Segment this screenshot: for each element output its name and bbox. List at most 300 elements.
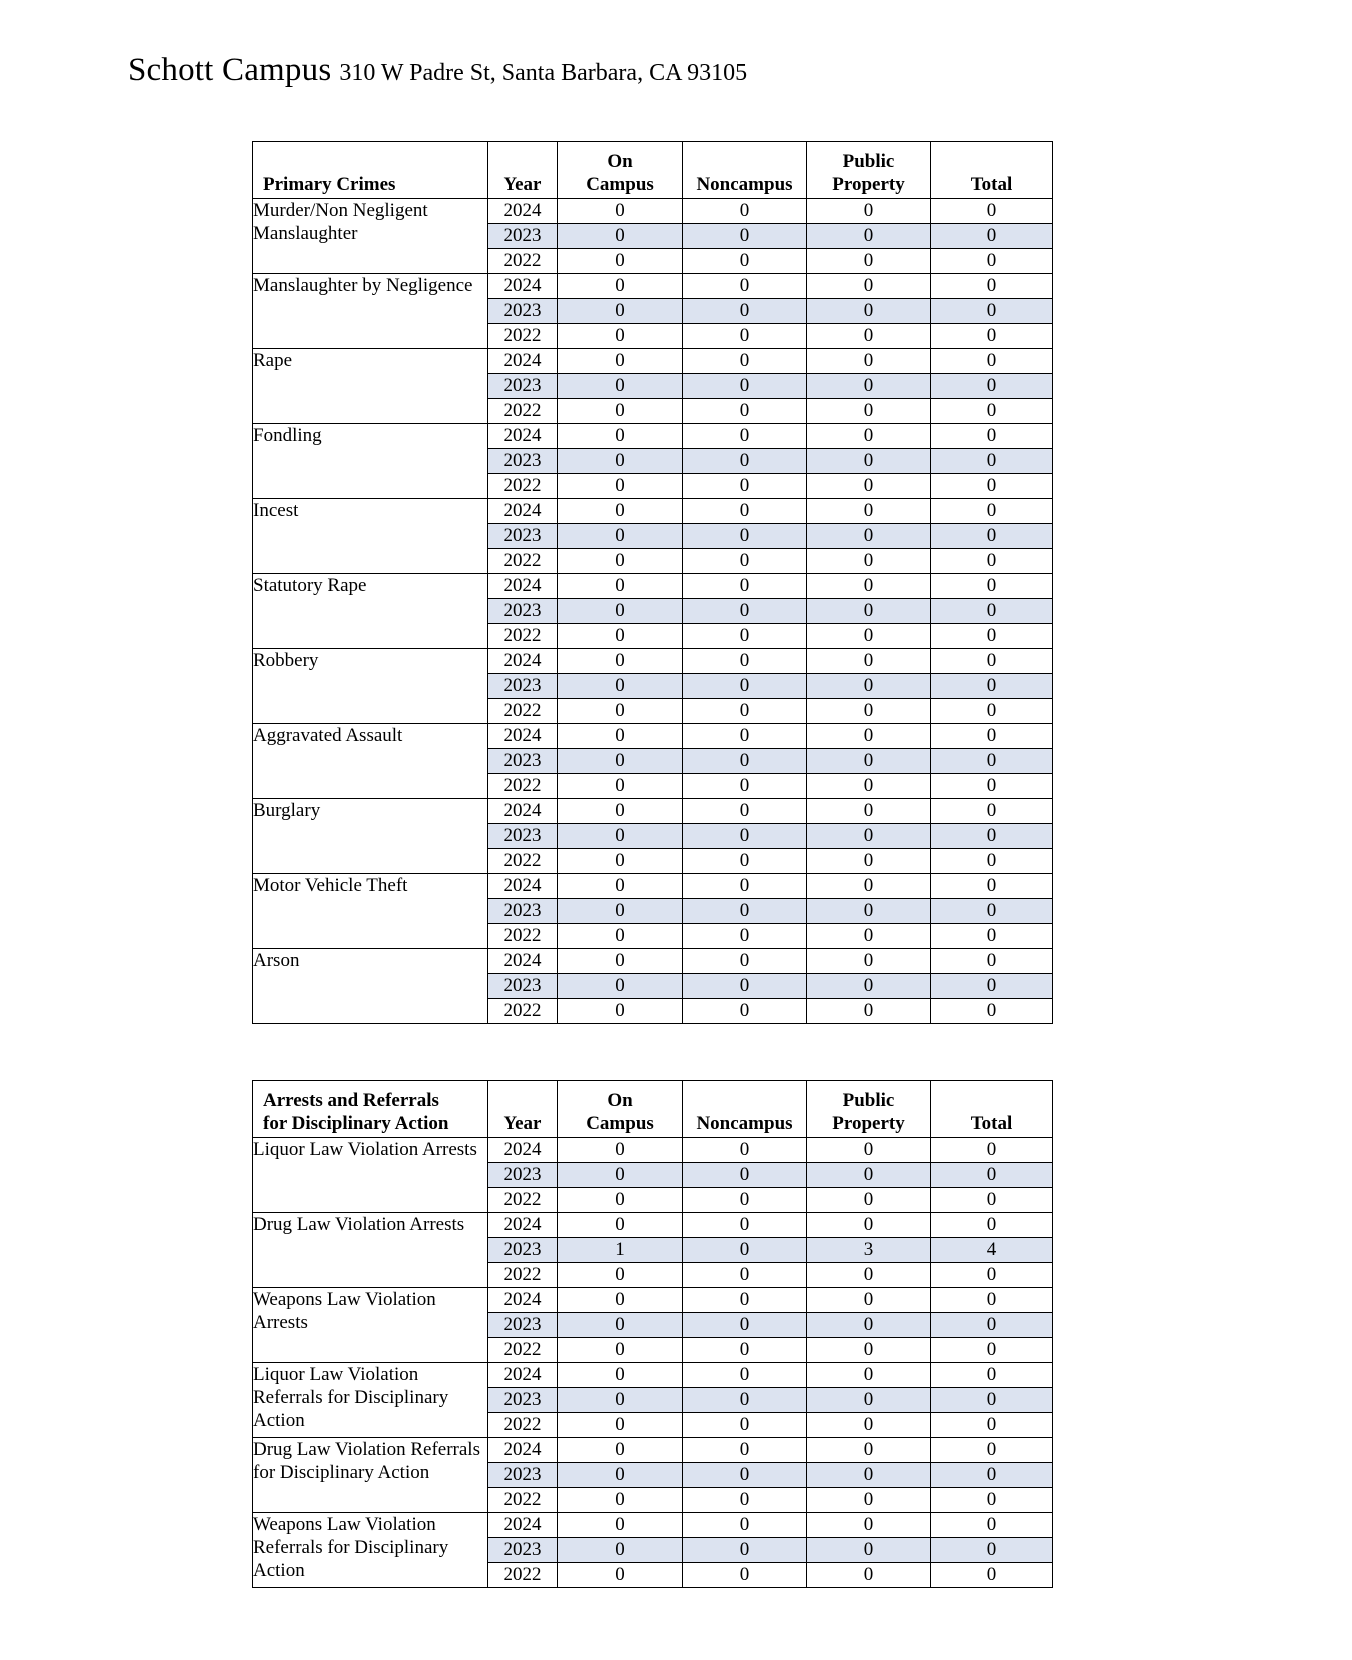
cell-on-campus: 0 [558, 849, 683, 874]
cell-noncampus: 0 [683, 449, 807, 474]
cell-total: 0 [931, 299, 1053, 324]
cell-on-campus: 0 [558, 424, 683, 449]
row-year: 2023 [488, 1163, 558, 1188]
cell-on-campus: 0 [558, 899, 683, 924]
cell-noncampus: 0 [683, 224, 807, 249]
cell-public-property: 0 [807, 324, 931, 349]
table-row [253, 1138, 1053, 1163]
cell-on-campus: 0 [558, 449, 683, 474]
cell-noncampus: 0 [683, 349, 807, 374]
cell-public-property: 0 [807, 824, 931, 849]
cell-total: 0 [931, 574, 1053, 599]
row-category-label: Drug Law Violation Referrals for Disciplinary Action [253, 1438, 488, 1513]
cell-on-campus: 0 [558, 224, 683, 249]
cell-total: 0 [931, 374, 1053, 399]
row-year: 2022 [488, 1338, 558, 1363]
cell-total: 0 [931, 999, 1053, 1024]
cell-public-property: 0 [807, 899, 931, 924]
cell-noncampus: 0 [683, 1388, 807, 1413]
cell-on-campus: 0 [558, 699, 683, 724]
cell-on-campus: 0 [558, 399, 683, 424]
cell-total: 0 [931, 249, 1053, 274]
row-year: 2023 [488, 1388, 558, 1413]
cell-noncampus: 0 [683, 699, 807, 724]
row-year: 2022 [488, 549, 558, 574]
cell-on-campus: 0 [558, 574, 683, 599]
cell-on-campus: 0 [558, 299, 683, 324]
row-year: 2024 [488, 874, 558, 899]
cell-on-campus: 0 [558, 249, 683, 274]
cell-total: 0 [931, 874, 1053, 899]
cell-noncampus: 0 [683, 1363, 807, 1388]
cell-noncampus: 0 [683, 1563, 807, 1588]
cell-public-property: 0 [807, 499, 931, 524]
cell-total: 0 [931, 449, 1053, 474]
cell-public-property: 0 [807, 999, 931, 1024]
cell-public-property: 0 [807, 449, 931, 474]
cell-total: 0 [931, 799, 1053, 824]
row-category-label: Motor Vehicle Theft [253, 874, 488, 949]
column-header-public-property-line1: Public [842, 151, 895, 173]
cell-on-campus: 0 [558, 599, 683, 624]
cell-total: 0 [931, 1138, 1053, 1163]
row-category-label: Burglary [253, 799, 488, 874]
cell-total: 0 [931, 1363, 1053, 1388]
table-row [253, 349, 1053, 374]
column-header-on-campus [558, 142, 683, 199]
cell-total: 0 [931, 749, 1053, 774]
cell-public-property: 3 [807, 1238, 931, 1263]
cell-noncampus: 0 [683, 474, 807, 499]
column-header-total: Total [931, 142, 1053, 199]
row-year: 2022 [488, 399, 558, 424]
cell-on-campus: 0 [558, 374, 683, 399]
cell-noncampus: 0 [683, 974, 807, 999]
row-year: 2024 [488, 574, 558, 599]
row-year: 2024 [488, 724, 558, 749]
cell-public-property: 0 [807, 1138, 931, 1163]
table-row [253, 424, 1053, 449]
cell-public-property: 0 [807, 774, 931, 799]
table-row [253, 949, 1053, 974]
cell-public-property: 0 [807, 1188, 931, 1213]
column-header-public-property-line1: Public [842, 1090, 895, 1112]
row-year: 2022 [488, 1488, 558, 1513]
cell-public-property: 0 [807, 399, 931, 424]
cell-noncampus: 0 [683, 1463, 807, 1488]
row-category-label: Weapons Law Violation Arrests [253, 1288, 488, 1363]
cell-total: 0 [931, 849, 1053, 874]
cell-total: 0 [931, 699, 1053, 724]
column-header-category-line1: Arrests and Referrals [263, 1090, 439, 1112]
cell-noncampus: 0 [683, 799, 807, 824]
cell-noncampus: 0 [683, 1313, 807, 1338]
column-header-noncampus: Noncampus [683, 1081, 807, 1138]
row-year: 2022 [488, 849, 558, 874]
cell-noncampus: 0 [683, 574, 807, 599]
cell-on-campus: 0 [558, 1288, 683, 1313]
cell-noncampus: 0 [683, 1288, 807, 1313]
cell-public-property: 0 [807, 249, 931, 274]
cell-public-property: 0 [807, 1213, 931, 1238]
cell-public-property: 0 [807, 1538, 931, 1563]
cell-total: 0 [931, 624, 1053, 649]
cell-on-campus: 0 [558, 474, 683, 499]
row-category-label: Arson [253, 949, 488, 1024]
row-year: 2023 [488, 524, 558, 549]
row-category-label: Statutory Rape [253, 574, 488, 649]
cell-public-property: 0 [807, 1513, 931, 1538]
row-category-label: Rape [253, 349, 488, 424]
cell-on-campus: 0 [558, 1138, 683, 1163]
cell-total: 0 [931, 774, 1053, 799]
table-row [253, 724, 1053, 749]
document-page [0, 52, 1352, 1660]
cell-public-property: 0 [807, 549, 931, 574]
page-title [128, 52, 1352, 89]
cell-public-property: 0 [807, 724, 931, 749]
header-row [253, 1081, 1053, 1138]
cell-on-campus: 0 [558, 1338, 683, 1363]
cell-noncampus: 0 [683, 674, 807, 699]
row-category-label: Liquor Law Violation Arrests [253, 1138, 488, 1213]
cell-on-campus: 0 [558, 1188, 683, 1213]
cell-noncampus: 0 [683, 1338, 807, 1363]
cell-total: 0 [931, 599, 1053, 624]
cell-total: 0 [931, 1438, 1053, 1463]
row-year: 2023 [488, 674, 558, 699]
cell-noncampus: 0 [683, 1188, 807, 1213]
table-row [253, 199, 1053, 224]
cell-on-campus: 0 [558, 1538, 683, 1563]
cell-public-property: 0 [807, 699, 931, 724]
row-year: 2023 [488, 1463, 558, 1488]
row-year: 2024 [488, 1138, 558, 1163]
cell-total: 0 [931, 549, 1053, 574]
cell-noncampus: 0 [683, 199, 807, 224]
row-year: 2023 [488, 1238, 558, 1263]
cell-on-campus: 0 [558, 649, 683, 674]
cell-total: 0 [931, 1188, 1053, 1213]
cell-noncampus: 0 [683, 274, 807, 299]
cell-public-property: 0 [807, 949, 931, 974]
cell-total: 0 [931, 899, 1053, 924]
cell-total: 0 [931, 1563, 1053, 1588]
cell-public-property: 0 [807, 1438, 931, 1463]
row-year: 2022 [488, 1413, 558, 1438]
cell-noncampus: 0 [683, 399, 807, 424]
cell-noncampus: 0 [683, 899, 807, 924]
cell-total: 0 [931, 1388, 1053, 1413]
cell-noncampus: 0 [683, 999, 807, 1024]
cell-public-property: 0 [807, 199, 931, 224]
row-category-label: Drug Law Violation Arrests [253, 1213, 488, 1288]
cell-noncampus: 0 [683, 1538, 807, 1563]
cell-noncampus: 0 [683, 374, 807, 399]
cell-noncampus: 0 [683, 299, 807, 324]
cell-public-property: 0 [807, 274, 931, 299]
cell-noncampus: 0 [683, 1163, 807, 1188]
table-row [253, 649, 1053, 674]
cell-total: 0 [931, 1213, 1053, 1238]
cell-total: 0 [931, 1538, 1053, 1563]
cell-total: 0 [931, 1163, 1053, 1188]
cell-public-property: 0 [807, 524, 931, 549]
cell-on-campus: 0 [558, 499, 683, 524]
cell-noncampus: 0 [683, 849, 807, 874]
row-year: 2024 [488, 649, 558, 674]
cell-public-property: 0 [807, 224, 931, 249]
cell-on-campus: 0 [558, 724, 683, 749]
column-header-total: Total [931, 1081, 1053, 1138]
row-category-label: Robbery [253, 649, 488, 724]
cell-public-property: 0 [807, 749, 931, 774]
row-year: 2024 [488, 274, 558, 299]
cell-total: 0 [931, 924, 1053, 949]
cell-noncampus: 0 [683, 1213, 807, 1238]
cell-on-campus: 0 [558, 774, 683, 799]
cell-public-property: 0 [807, 1388, 931, 1413]
column-header-category-line2: for Disciplinary Action [263, 1112, 449, 1134]
row-year: 2024 [488, 1513, 558, 1538]
cell-public-property: 0 [807, 474, 931, 499]
cell-public-property: 0 [807, 349, 931, 374]
table-row [253, 574, 1053, 599]
column-header-public-property [807, 1081, 931, 1138]
row-year: 2022 [488, 774, 558, 799]
cell-public-property: 0 [807, 1413, 931, 1438]
row-year: 2023 [488, 224, 558, 249]
row-year: 2022 [488, 1263, 558, 1288]
cell-on-campus: 0 [558, 874, 683, 899]
cell-total: 0 [931, 274, 1053, 299]
row-year: 2024 [488, 199, 558, 224]
row-year: 2024 [488, 1363, 558, 1388]
cell-on-campus: 0 [558, 1513, 683, 1538]
row-year: 2023 [488, 1313, 558, 1338]
cell-total: 0 [931, 1338, 1053, 1363]
cell-total: 0 [931, 399, 1053, 424]
campus-name: Schott Campus [128, 52, 332, 88]
cell-on-campus: 0 [558, 974, 683, 999]
row-category-label: Fondling [253, 424, 488, 499]
row-year: 2024 [488, 1213, 558, 1238]
cell-noncampus: 0 [683, 1413, 807, 1438]
row-year: 2023 [488, 749, 558, 774]
cell-public-property: 0 [807, 874, 931, 899]
cell-total: 0 [931, 1463, 1053, 1488]
cell-public-property: 0 [807, 1563, 931, 1588]
arrests-referrals-table [252, 1080, 1053, 1588]
column-header-on-campus-line1: On [607, 1090, 633, 1112]
table-header [253, 1081, 1053, 1138]
row-year: 2023 [488, 599, 558, 624]
cell-public-property: 0 [807, 849, 931, 874]
row-category-label: Aggravated Assault [253, 724, 488, 799]
cell-total: 0 [931, 1413, 1053, 1438]
row-category-label: Weapons Law Violation Referrals for Disciplinary Action [253, 1513, 488, 1588]
cell-total: 0 [931, 424, 1053, 449]
cell-noncampus: 0 [683, 724, 807, 749]
cell-total: 0 [931, 224, 1053, 249]
table-row [253, 1288, 1053, 1313]
cell-noncampus: 0 [683, 949, 807, 974]
cell-noncampus: 0 [683, 624, 807, 649]
cell-on-campus: 0 [558, 1263, 683, 1288]
cell-public-property: 0 [807, 299, 931, 324]
cell-on-campus: 0 [558, 1563, 683, 1588]
column-header-public-property-line2: Property [832, 1112, 905, 1134]
row-year: 2023 [488, 299, 558, 324]
campus-address: 310 W Padre St, Santa Barbara, CA 93105 [339, 60, 748, 86]
row-year: 2024 [488, 1288, 558, 1313]
cell-total: 0 [931, 949, 1053, 974]
primary-crimes-table [252, 141, 1053, 1024]
table-row [253, 1438, 1053, 1463]
row-year: 2022 [488, 324, 558, 349]
cell-public-property: 0 [807, 974, 931, 999]
row-year: 2023 [488, 974, 558, 999]
cell-noncampus: 0 [683, 1263, 807, 1288]
cell-public-property: 0 [807, 1263, 931, 1288]
cell-on-campus: 0 [558, 1438, 683, 1463]
cell-noncampus: 0 [683, 524, 807, 549]
cell-on-campus: 0 [558, 1163, 683, 1188]
cell-noncampus: 0 [683, 599, 807, 624]
cell-on-campus: 0 [558, 199, 683, 224]
column-header-noncampus: Noncampus [683, 142, 807, 199]
table-row [253, 1513, 1053, 1538]
cell-on-campus: 0 [558, 1388, 683, 1413]
cell-total: 4 [931, 1238, 1053, 1263]
cell-public-property: 0 [807, 374, 931, 399]
row-year: 2024 [488, 424, 558, 449]
column-header-year: Year [488, 1081, 558, 1138]
cell-public-property: 0 [807, 599, 931, 624]
cell-on-campus: 0 [558, 799, 683, 824]
cell-on-campus: 0 [558, 1413, 683, 1438]
cell-public-property: 0 [807, 1338, 931, 1363]
cell-total: 0 [931, 824, 1053, 849]
cell-on-campus: 0 [558, 824, 683, 849]
cell-public-property: 0 [807, 574, 931, 599]
cell-noncampus: 0 [683, 649, 807, 674]
column-header-public-property [807, 142, 931, 199]
cell-public-property: 0 [807, 1313, 931, 1338]
cell-noncampus: 0 [683, 824, 807, 849]
table-header [253, 142, 1053, 199]
cell-public-property: 0 [807, 424, 931, 449]
row-year: 2024 [488, 1438, 558, 1463]
cell-public-property: 0 [807, 1163, 931, 1188]
cell-total: 0 [931, 724, 1053, 749]
primary-crimes-body [253, 199, 1053, 1024]
arrests-referrals-body [253, 1138, 1053, 1588]
row-category-label: Murder/Non Negligent Manslaughter [253, 199, 488, 274]
cell-total: 0 [931, 1513, 1053, 1538]
cell-noncampus: 0 [683, 249, 807, 274]
cell-noncampus: 0 [683, 874, 807, 899]
column-header-on-campus-line1: On [607, 151, 633, 173]
cell-public-property: 0 [807, 624, 931, 649]
header-row [253, 142, 1053, 199]
row-year: 2022 [488, 1563, 558, 1588]
cell-total: 0 [931, 324, 1053, 349]
cell-public-property: 0 [807, 799, 931, 824]
row-year: 2022 [488, 249, 558, 274]
table-row [253, 799, 1053, 824]
cell-noncampus: 0 [683, 749, 807, 774]
row-year: 2024 [488, 949, 558, 974]
row-year: 2022 [488, 624, 558, 649]
row-year: 2022 [488, 924, 558, 949]
row-year: 2023 [488, 449, 558, 474]
table-row [253, 499, 1053, 524]
cell-on-campus: 0 [558, 1313, 683, 1338]
row-year: 2023 [488, 1538, 558, 1563]
cell-noncampus: 0 [683, 1238, 807, 1263]
cell-on-campus: 0 [558, 924, 683, 949]
cell-on-campus: 0 [558, 274, 683, 299]
column-header-category [253, 1081, 488, 1138]
cell-on-campus: 0 [558, 549, 683, 574]
cell-on-campus: 1 [558, 1238, 683, 1263]
row-year: 2024 [488, 799, 558, 824]
cell-on-campus: 0 [558, 1488, 683, 1513]
cell-noncampus: 0 [683, 924, 807, 949]
row-category-label: Liquor Law Violation Referrals for Disciplinary Action [253, 1363, 488, 1438]
cell-public-property: 0 [807, 924, 931, 949]
cell-on-campus: 0 [558, 949, 683, 974]
cell-on-campus: 0 [558, 999, 683, 1024]
cell-on-campus: 0 [558, 1363, 683, 1388]
cell-total: 0 [931, 974, 1053, 999]
table-row [253, 1363, 1053, 1388]
row-year: 2023 [488, 374, 558, 399]
cell-public-property: 0 [807, 674, 931, 699]
cell-noncampus: 0 [683, 1488, 807, 1513]
cell-total: 0 [931, 674, 1053, 699]
cell-on-campus: 0 [558, 1463, 683, 1488]
column-header-on-campus-line2: Campus [586, 1112, 654, 1134]
column-header-on-campus-line2: Campus [586, 173, 654, 195]
cell-noncampus: 0 [683, 424, 807, 449]
cell-noncampus: 0 [683, 1438, 807, 1463]
row-year: 2024 [488, 349, 558, 374]
cell-total: 0 [931, 474, 1053, 499]
cell-total: 0 [931, 1263, 1053, 1288]
column-header-on-campus [558, 1081, 683, 1138]
row-year: 2023 [488, 899, 558, 924]
cell-on-campus: 0 [558, 624, 683, 649]
cell-total: 0 [931, 1313, 1053, 1338]
cell-on-campus: 0 [558, 1213, 683, 1238]
row-year: 2022 [488, 1188, 558, 1213]
row-year: 2023 [488, 824, 558, 849]
table-row [253, 874, 1053, 899]
cell-public-property: 0 [807, 1288, 931, 1313]
cell-public-property: 0 [807, 1463, 931, 1488]
cell-public-property: 0 [807, 1488, 931, 1513]
row-year: 2024 [488, 499, 558, 524]
cell-total: 0 [931, 1488, 1053, 1513]
column-header-year: Year [488, 142, 558, 199]
cell-noncampus: 0 [683, 324, 807, 349]
row-year: 2022 [488, 474, 558, 499]
cell-on-campus: 0 [558, 749, 683, 774]
arrests-referrals-table-wrap [252, 1080, 1052, 1588]
column-header-public-property-line2: Property [832, 173, 905, 195]
